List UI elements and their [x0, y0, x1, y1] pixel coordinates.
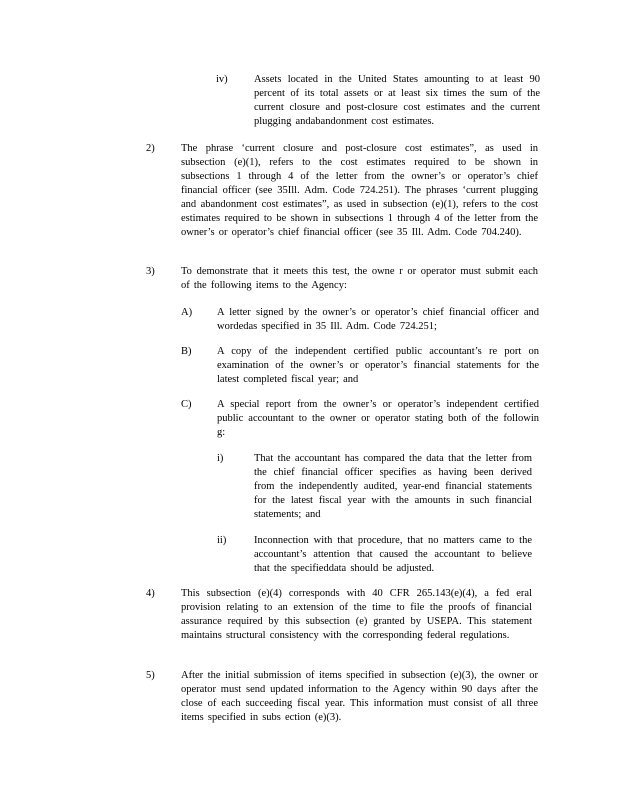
item-label: i) — [217, 453, 224, 464]
item-label: C) — [181, 399, 192, 410]
item-text: To demonstrate that it meets this test, the owne r or operator must submit each of the following items to the Agency: — [181, 266, 538, 291]
item-label: ii) — [217, 535, 227, 546]
item-label: 4) — [146, 588, 155, 599]
item-text: Assets located in the United States amounting to at least 90 percent of its total assets or at least six times the sum of the current closure and post-closure cost estimates and the current plugging andabandonment cost estimates. — [254, 74, 540, 127]
item-label: 2) — [146, 143, 155, 154]
item-label: 3) — [146, 266, 155, 277]
item-text: After the initial submission of items specified in subsection (e)(3), the owner or operator must send updated information to the Agency within 90 days after the close of each succeeding fiscal year. This information must consist of all three items specified in subs ection (e)(3). — [181, 670, 538, 723]
item-text: A copy of the independent certified public accountant’s re port on examination of the owner’s or operator’s financial statements for the latest completed fiscal year; and — [217, 346, 539, 385]
item-label: B) — [181, 346, 192, 357]
item-text: A special report from the owner’s or operator’s independent certified public accountant to the owner or operator stating both of the followin g: — [217, 399, 539, 438]
item-text: Inconnection with that procedure, that no matters came to the accountant’s attention that caused the accountant to believe that the specifieddata should be adjusted. — [254, 535, 532, 574]
item-label: A) — [181, 307, 193, 318]
item-label: 5) — [146, 670, 155, 681]
item-label: iv) — [216, 74, 228, 85]
item-text: The phrase ‘current closure and post-closure cost estimates”, as used in subsection (e)(1), refers to the cost estimates required to be shown in subsections 1 through 4 of the letter from the owner’s or operator’s chief financial officer (see 35Ill. Adm. Code 724.251). The phrases ‘current plugging and abandonment cost estimates”, as used in subsection (e)(1), refers to the cost estimates required to be shown in subsections 1 through 4 of the letter from the owner’s or operator’s chief financial officer (see 35 Ill. Adm. Code 704.240). — [181, 143, 538, 238]
item-text: A letter signed by the owner’s or operator’s chief financial officer and wordedas specified in 35 Ill. Adm. Code 724.251; — [217, 307, 539, 332]
item-text: That the accountant has compared the data that the letter from the chief financial officer specifies as having been derived from the independently audited, year-end financial statements for the latest fiscal year with the amounts in such financial statements; and — [254, 453, 532, 520]
item-text: This subsection (e)(4) corresponds with 40 CFR 265.143(e)(4), a fed eral provision relating to an extension of the time to file the proofs of financial assurance required by this subsection (e) granted by USEPA. This statement maintains structural consistency with the corresponding federal regulations. — [181, 588, 532, 641]
